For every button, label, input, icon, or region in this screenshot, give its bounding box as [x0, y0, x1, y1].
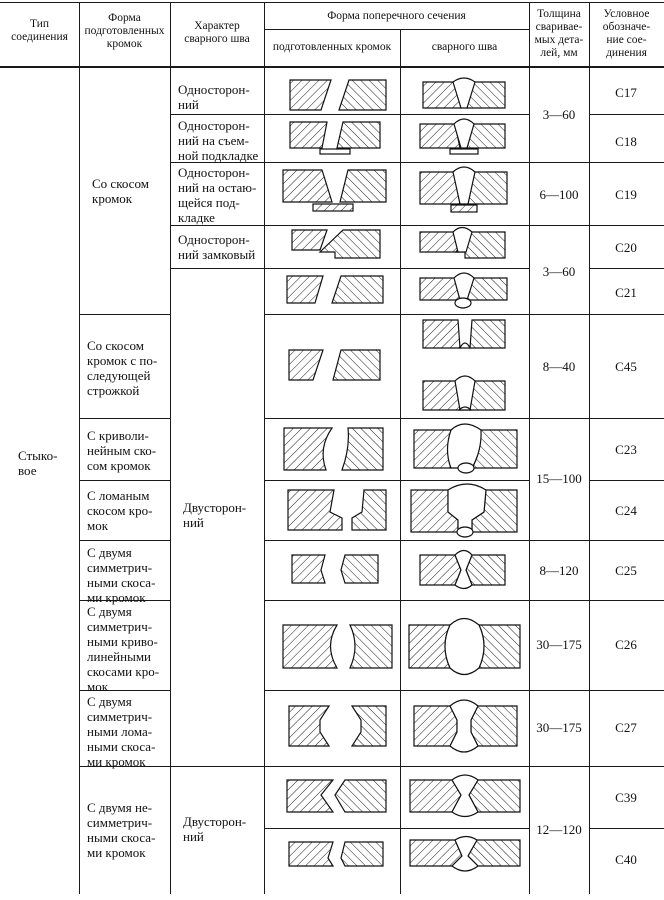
weld-plate-left	[420, 232, 458, 252]
designation-c20: С20	[615, 240, 637, 255]
header-joint-type: Тип соединения	[11, 18, 68, 43]
weld-plate-left	[409, 625, 450, 668]
header-prepared-edges: подготовленных кромок	[272, 41, 392, 53]
thickness-3: 3—60	[542, 264, 576, 279]
weld-plate-right	[469, 780, 520, 812]
root-bead	[455, 298, 471, 308]
edge-form-5: С двумя симметрич- ными скоса- ми кромок	[87, 545, 156, 605]
weld-plate-right	[479, 625, 520, 668]
weld-plate-left	[423, 381, 460, 410]
edge-plate-left	[283, 625, 337, 668]
root-bead	[458, 463, 474, 473]
edge-plate-left	[289, 706, 329, 746]
edge-form-4: С ломаным скосом кро- мок	[87, 488, 153, 533]
edge-plate-right	[333, 350, 380, 380]
edge-form-7: С двумя симметрич- ными лома- ными скоса- ми кромок	[87, 694, 156, 769]
weld-plate-left	[410, 780, 461, 812]
backing-strip	[451, 205, 477, 212]
designation-c21: С21	[615, 285, 637, 300]
designation-c18: С18	[615, 134, 637, 149]
edge-plate-right	[320, 230, 380, 258]
weld-plate-left	[410, 840, 462, 866]
weld-plate-left	[420, 124, 460, 148]
edge-plate-left	[287, 276, 323, 303]
edge-plate-right	[341, 842, 383, 866]
edge-form-1: Со скосом кромок	[92, 176, 149, 206]
designation-c19: С19	[615, 187, 637, 202]
designation-c24: С24	[615, 503, 637, 518]
edge-plate-left	[283, 170, 332, 202]
edge-plate-left	[287, 780, 333, 812]
weld-character-6: Двусторон- ний	[183, 814, 247, 844]
weld-plate-right	[466, 555, 505, 585]
header-edge-form: Форма подготовленных кромок	[84, 12, 165, 50]
edge-plate-right	[341, 555, 378, 583]
weld-plate-right	[470, 381, 505, 410]
weld-plate-left	[414, 706, 457, 746]
weld-plate-left	[423, 320, 460, 348]
edge-plate-right	[335, 780, 386, 812]
thickness-5: 15—100	[536, 471, 582, 486]
thickness-2: 6—100	[539, 187, 579, 202]
designation-c39: С39	[615, 790, 637, 805]
edge-plate-right	[340, 170, 386, 202]
thickness-1: 3—60	[542, 107, 576, 122]
edge-plate-left	[289, 350, 323, 380]
weld-character-5: Двусторон- ний	[183, 500, 247, 530]
edge-plate-right	[352, 490, 386, 530]
edge-plate-left	[288, 490, 342, 530]
edge-plate-right	[342, 428, 383, 470]
backing-strip	[320, 149, 350, 154]
edge-form-2: Со скосом кромок с по- следующей строжкой	[87, 338, 158, 398]
edge-plate-left	[284, 428, 332, 470]
edge-plate-right	[350, 625, 392, 668]
header-weld-character: Характер сварного шва	[184, 20, 250, 45]
weld-character-4: Односторон- ний замковый	[178, 232, 256, 262]
designation-c17: С17	[615, 85, 637, 100]
edge-form-3: С криволи- нейным ско- сом кромок	[87, 428, 157, 473]
edge-plate-right	[339, 80, 386, 110]
thickness-6: 8—120	[539, 563, 579, 578]
thickness-9: 12—120	[536, 822, 582, 837]
weld-character-2: Односторон- ний на съем- ной подкладке	[178, 118, 259, 163]
weld-character-1: Односторон- ний	[178, 82, 250, 112]
weld-plate-left	[420, 278, 460, 300]
backing-strip	[313, 204, 353, 211]
edge-plate-left	[290, 122, 327, 148]
weld-character-3: Односторон- ний на остаю- щейся под- кладке	[178, 165, 257, 225]
header-weld-seam: сварного шва	[431, 41, 498, 53]
header-thickness: Толщина сваривае- мых дета- лей, мм	[534, 8, 584, 59]
designation-c26: С26	[615, 637, 637, 652]
edge-plate-left	[290, 80, 331, 110]
thickness-8: 30—175	[536, 720, 582, 735]
edge-plate-right	[352, 706, 386, 746]
designation-c23: С23	[615, 442, 637, 457]
weld-plate-right	[471, 706, 517, 746]
weld-bead	[445, 619, 484, 675]
backing-strip	[450, 149, 478, 154]
weld-plate-right	[470, 320, 505, 348]
weld-plate-left	[420, 555, 461, 585]
gouge-groove	[460, 343, 470, 348]
edge-plate-right	[332, 276, 383, 303]
designation-c45: С45	[615, 359, 637, 374]
designation-c27: С27	[615, 720, 637, 735]
header-cross-section: Форма поперечного сечения	[327, 10, 466, 22]
edge-plate-left	[292, 555, 325, 583]
weld-plate-left	[414, 430, 452, 468]
weld-plate-right	[468, 840, 520, 866]
edge-plate-left	[289, 842, 333, 866]
edge-plate-right	[337, 122, 380, 148]
edge-form-8: С двумя не- симметрич- ными скоса- ми кромок	[87, 800, 156, 860]
edge-form-6: С двумя симметрич- ными криво- линейными скосами кро- мок	[87, 604, 160, 694]
designation-c40: С40	[615, 852, 637, 867]
thickness-4: 8—40	[542, 359, 576, 374]
edge-plate-left	[292, 230, 327, 250]
joint-type-value: Стыко- вое	[18, 448, 58, 478]
header-designation: Условное обозначе- ние сое- динения	[602, 8, 651, 59]
thickness-7: 30—175	[536, 637, 582, 652]
root-bead	[457, 527, 473, 537]
designation-c25: С25	[615, 563, 637, 578]
